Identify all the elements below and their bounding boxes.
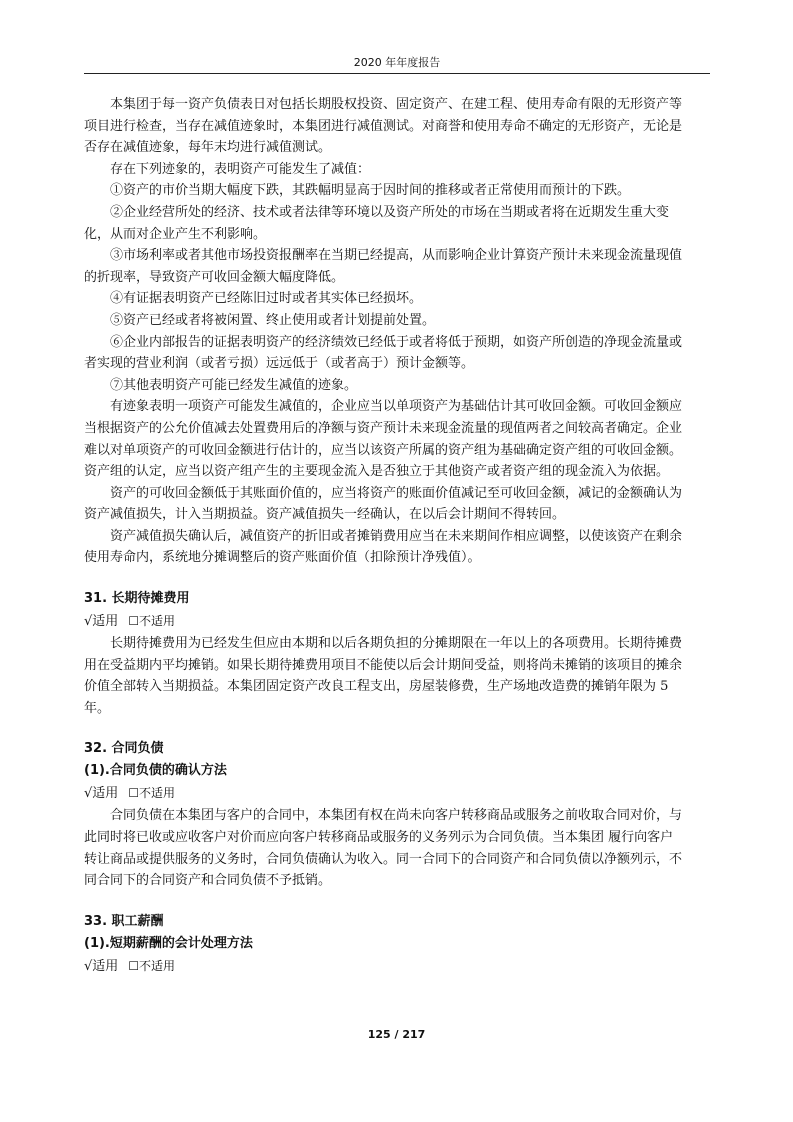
paragraph: 有迹象表明一项资产可能发生减值的，企业应当以单项资产为基础估计其可收回金额。可收回金额应当根据资产的公允价值减去处置费用后的净额与资产预计未来现金流量的现值两者之间较高者确定。企业难以对单项资产的可收回金额进行估计的，应当以该资产所属的资产组为基础确定资产组的可收回金额。资产组的认定，应当以资产组产生的主要现金流入是否独立于其他资产或者资产组的现金流入为依据。: [84, 399, 683, 480]
list-item: ⑦其他表明资产可能已经发生减值的迹象。: [110, 377, 358, 393]
applicability-line: [84, 782, 684, 805]
impairment-section: [84, 94, 684, 569]
subsection-heading: (1).短期薪酬的会计处理方法: [84, 935, 253, 951]
section-heading: 33. 职工薪酬: [84, 913, 164, 929]
report-header-title: 2020 年年度报告: [353, 56, 441, 69]
page-number: 125 / 217: [367, 1028, 426, 1041]
not-applicable-checkbox: ☐不适用: [128, 614, 176, 629]
not-applicable-checkbox: ☐不适用: [128, 958, 176, 973]
list-item: ⑥企业内部报告的证据表明资产的经济绩效已经低于或者将低于预期，如资产所创造的净现金流量或者实现的营业利润（或者亏损）远远低于（或者高于）预计金额等。: [84, 334, 683, 372]
paragraph: 资产的可收回金额低于其账面价值的，应当将资产的账面价值减记至可收回金额，减记的金额确认为资产减值损失，计入当期损益。资产减值损失一经确认，在以后会计期间不得转回。: [84, 485, 683, 523]
list-item: ④有证据表明资产已经陈旧过时或者其实体已经损坏。: [110, 291, 423, 307]
subsection-heading: (1).合同负债的确认方法: [84, 763, 227, 779]
applicability-line: [84, 610, 684, 633]
not-applicable-checkbox: ☐不适用: [128, 786, 176, 801]
applicable-checkmark: √适用: [84, 614, 119, 630]
paragraph: 存在下列迹象的，表明资产可能发生了减值：: [110, 161, 371, 177]
applicable-checkmark: √适用: [84, 958, 119, 974]
section-32: [84, 738, 684, 891]
applicable-checkmark: √适用: [84, 786, 119, 802]
header-divider: [84, 73, 710, 74]
list-item: ②企业经营所处的经济、技术或者法律等环境以及资产所处的市场在当期或者将在近期发生重大变化，从而对企业产生不利影响。: [84, 204, 670, 242]
paragraph: 合同负债在本集团与客户的合同中，本集团有权在尚未向客户转移商品或服务之前收取合同对价，与此同时将已收或应收客户对价而应向客户转移商品或服务的义务列示为合同负债。当本集团 履行向客户转让商品或提供服务的义务时，合同负债确认为收入。同一合同下的合同资产和合同负债以净额列示，不同合同下的合同资产和合同负债不予抵销。: [84, 808, 683, 889]
section-33: [84, 911, 684, 978]
paragraph: 长期待摊费用为已经发生但应由本期和以后各期负担的分摊期限在一年以上的各项费用。长期待摊费用在受益期内平均摊销。如果长期待摊费用项目不能使以后会计期间受益，则将尚未摊销的该项目的摊余价值全部转入当期损益。本集团固定资产改良工程支出，房屋装修费，生产场地改造费的摊销年限为 5 年。: [84, 636, 683, 716]
applicability-line: [84, 955, 684, 978]
document-body: [84, 94, 684, 978]
list-item: ⑤资产已经或者将被闲置、终止使用或者计划提前处置。: [110, 312, 436, 328]
section-heading: 32. 合同负债: [84, 741, 164, 757]
list-item: ①资产的市价当期大幅度下跌，其跌幅明显高于因时间的推移或者正常使用而预计的下跌。: [110, 183, 631, 199]
section-heading: 31. 长期待摊费用: [84, 591, 190, 607]
paragraph: 本集团于每一资产负债表日对包括长期股权投资、固定资产、在建工程、使用寿命有限的无形资产等项目进行检查，当存在减值迹象时，本集团进行减值测试。对商誉和使用寿命不确定的无形资产，无论是否存在减值迹象，每年末均进行减值测试。: [84, 97, 683, 156]
list-item: ③市场利率或者其他市场投资报酬率在当期已经提高，从而影响企业计算资产预计未来现金流量现值的折现率，导致资产可收回金额大幅度降低。: [84, 248, 683, 285]
section-31: [84, 588, 684, 719]
paragraph: 资产减值损失确认后，减值资产的折旧或者摊销费用应当在未来期间作相应调整，以使该资产在剩余使用寿命内，系统地分摊调整后的资产账面价值（扣除预计净残值）。: [84, 528, 683, 566]
